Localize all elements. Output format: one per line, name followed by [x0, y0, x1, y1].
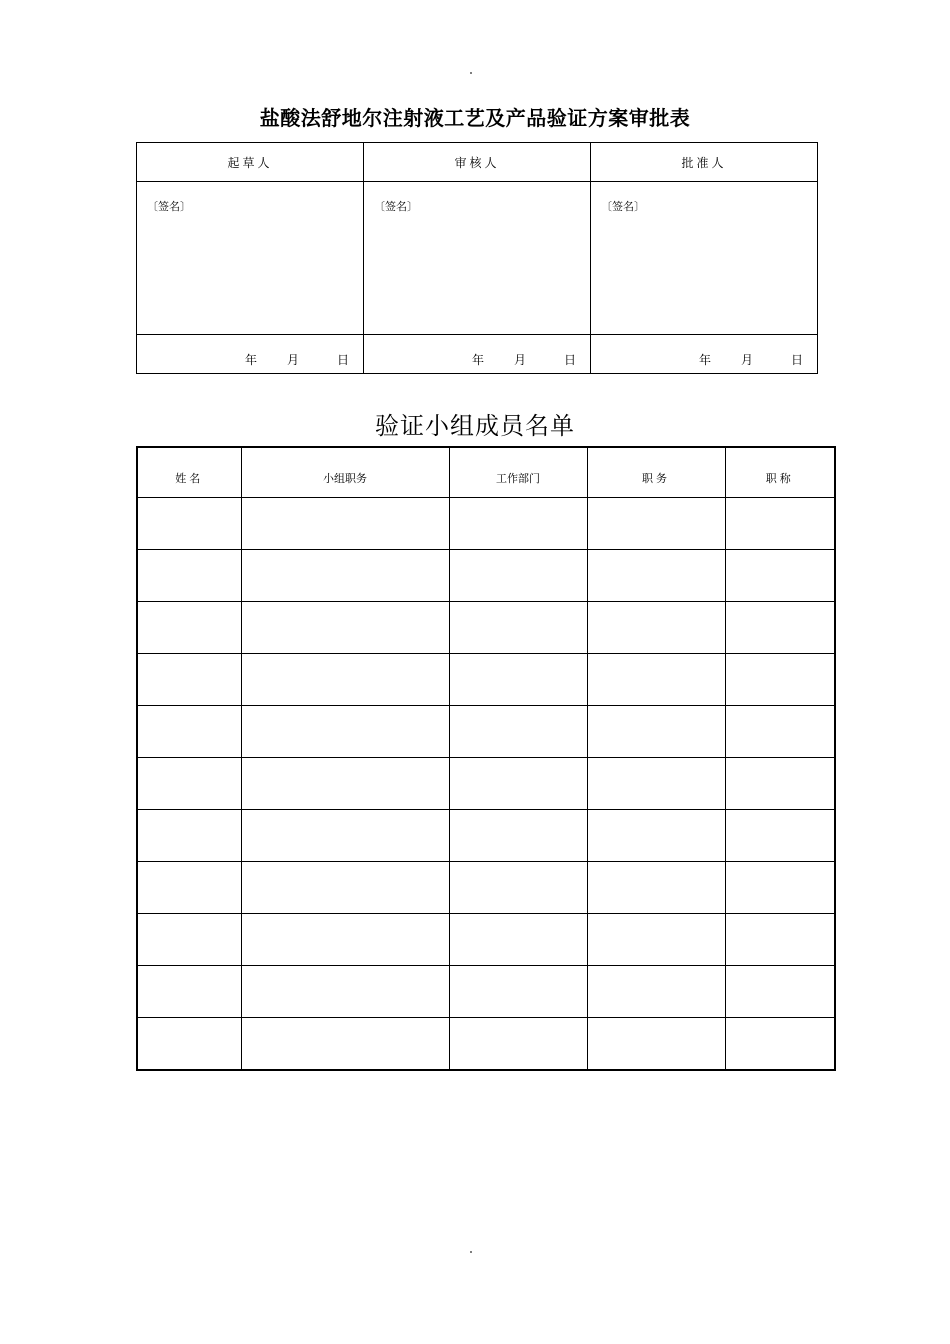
- table-cell[interactable]: [725, 757, 835, 809]
- table-cell[interactable]: [725, 913, 835, 965]
- page-mark-bottom: [470, 1251, 472, 1253]
- page-mark-top: [470, 72, 472, 74]
- members-title: 验证小组成员名单: [375, 412, 575, 440]
- table-cell[interactable]: [449, 653, 587, 705]
- table-cell[interactable]: [449, 601, 587, 653]
- date-cell-reviewer: [364, 335, 591, 374]
- members-header-row: [137, 447, 835, 497]
- members-table: [136, 446, 836, 1071]
- table-cell[interactable]: [725, 705, 835, 757]
- table-cell[interactable]: [241, 809, 449, 861]
- table-cell[interactable]: [587, 653, 725, 705]
- table-row: [137, 861, 835, 913]
- table-cell[interactable]: [449, 549, 587, 601]
- header-name: 姓名: [137, 447, 241, 497]
- table-cell[interactable]: [137, 497, 241, 549]
- date-month-label: 月: [286, 352, 299, 367]
- table-cell[interactable]: [137, 1017, 241, 1070]
- table-cell[interactable]: [587, 809, 725, 861]
- approval-header-row: [137, 143, 818, 182]
- header-title: 职称: [725, 447, 835, 497]
- header-approver: 批准人: [591, 143, 818, 182]
- table-cell[interactable]: [241, 1017, 449, 1070]
- table-cell[interactable]: [137, 653, 241, 705]
- date-row: [137, 335, 818, 374]
- table-cell[interactable]: [241, 861, 449, 913]
- signature-cell-drafter: [137, 182, 364, 335]
- table-cell[interactable]: [587, 757, 725, 809]
- table-cell[interactable]: [137, 601, 241, 653]
- table-cell[interactable]: [587, 861, 725, 913]
- table-cell[interactable]: [587, 601, 725, 653]
- table-cell[interactable]: [241, 549, 449, 601]
- signature-label: 〔签名〕: [374, 200, 418, 213]
- table-cell[interactable]: [725, 1017, 835, 1070]
- table-cell[interactable]: [587, 1017, 725, 1070]
- date-year-label: 年: [244, 352, 257, 367]
- header-reviewer: 审核人: [364, 143, 591, 182]
- document-title: 盐酸法舒地尔注射液工艺及产品验证方案审批表: [259, 106, 691, 130]
- table-row: [137, 1017, 835, 1070]
- date-month-label: 月: [513, 352, 526, 367]
- header-drafter: 起草人: [137, 143, 364, 182]
- table-cell[interactable]: [137, 965, 241, 1017]
- table-row: [137, 809, 835, 861]
- table-cell[interactable]: [725, 861, 835, 913]
- table-cell[interactable]: [137, 913, 241, 965]
- table-cell[interactable]: [587, 913, 725, 965]
- table-cell[interactable]: [137, 549, 241, 601]
- date-month-label: 月: [740, 352, 753, 367]
- table-cell[interactable]: [241, 497, 449, 549]
- table-cell[interactable]: [241, 653, 449, 705]
- table-row: [137, 757, 835, 809]
- table-cell[interactable]: [241, 705, 449, 757]
- approval-table: [136, 142, 818, 374]
- table-row: [137, 601, 835, 653]
- table-cell[interactable]: [137, 861, 241, 913]
- table-cell[interactable]: [449, 1017, 587, 1070]
- table-cell[interactable]: [587, 965, 725, 1017]
- table-cell[interactable]: [241, 601, 449, 653]
- date-day-label: 日: [563, 352, 576, 367]
- date-day-label: 日: [336, 352, 349, 367]
- table-row: [137, 965, 835, 1017]
- table-cell[interactable]: [449, 497, 587, 549]
- header-group-role: 小组职务: [241, 447, 449, 497]
- date-cell-drafter: [137, 335, 364, 374]
- table-cell[interactable]: [725, 809, 835, 861]
- signature-label: 〔签名〕: [601, 200, 645, 213]
- date-year-label: 年: [698, 352, 711, 367]
- table-row: [137, 913, 835, 965]
- table-row: [137, 705, 835, 757]
- table-cell[interactable]: [587, 549, 725, 601]
- table-cell[interactable]: [725, 965, 835, 1017]
- signature-label: 〔签名〕: [147, 200, 191, 213]
- table-row: [137, 497, 835, 549]
- date-year-label: 年: [471, 352, 484, 367]
- header-department: 工作部门: [449, 447, 587, 497]
- table-row: [137, 549, 835, 601]
- table-cell[interactable]: [449, 757, 587, 809]
- table-row: [137, 653, 835, 705]
- table-cell[interactable]: [725, 549, 835, 601]
- table-cell[interactable]: [137, 809, 241, 861]
- table-cell[interactable]: [449, 913, 587, 965]
- table-cell[interactable]: [137, 705, 241, 757]
- table-cell[interactable]: [587, 705, 725, 757]
- table-cell[interactable]: [241, 965, 449, 1017]
- date-cell-approver: [591, 335, 818, 374]
- table-cell[interactable]: [449, 861, 587, 913]
- table-cell[interactable]: [725, 653, 835, 705]
- table-cell[interactable]: [241, 757, 449, 809]
- header-position: 职务: [587, 447, 725, 497]
- signature-cell-approver: [591, 182, 818, 335]
- table-cell[interactable]: [137, 757, 241, 809]
- signature-cell-reviewer: [364, 182, 591, 335]
- table-cell[interactable]: [725, 601, 835, 653]
- table-cell[interactable]: [449, 965, 587, 1017]
- table-cell[interactable]: [241, 913, 449, 965]
- table-cell[interactable]: [449, 705, 587, 757]
- members-body: [137, 497, 835, 1070]
- table-cell[interactable]: [587, 497, 725, 549]
- table-cell[interactable]: [725, 497, 835, 549]
- signature-row: [137, 182, 818, 335]
- table-cell[interactable]: [449, 809, 587, 861]
- date-day-label: 日: [790, 352, 803, 367]
